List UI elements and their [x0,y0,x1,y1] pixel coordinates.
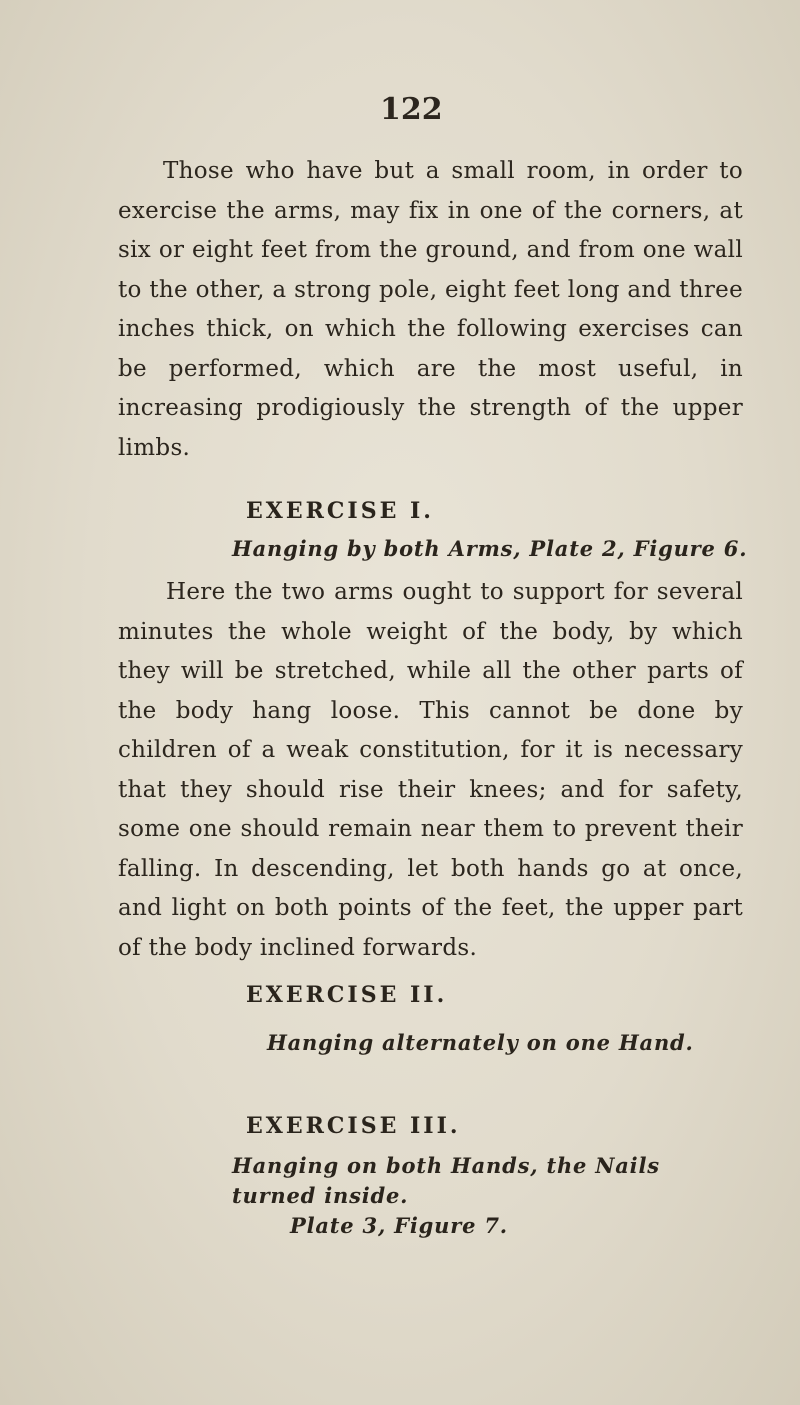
exercise-1-heading: EXERCISE I. [246,498,434,524]
exercise-3-subtitle-line2: Plate 3, Figure 7. [290,1213,508,1238]
exercise-1-subtitle: Hanging by both Arms, Plate 2, Figure 6. [232,536,748,561]
exercise-3-heading: EXERCISE III. [246,1113,461,1139]
exercise-2-heading: EXERCISE II. [246,982,448,1008]
page-number: 122 [380,92,443,127]
exercise-3-subtitle-line1: Hanging on both Hands, the Nails turned inside. [232,1153,660,1208]
exercise-3-subtitle [232,1151,752,1241]
intro-paragraph: Those who have but a small room, in order to exercise the arms, may fix in one of the corners, at six or eight feet from the ground, and from one wall to the other, a strong pole, eight feet long and three inches thick, on which the following exercises can be performed, which are the most useful, in increasing prodigiously the strength of the upper limbs. [118,158,743,461]
exercise-1-body: Here the two arms ought to support for several minutes the whole weight of the body, by which they will be stretched, while all the other parts of the body hang loose. This cannot be done by children of a weak constitution, for it is necessary that they should rise their knees; and for safety, some one should remain near them to prevent their falling. In descending, let both hands go at once, and light on both points of the feet, the upper part of the body inclined forwards. [118,579,743,961]
exercise-2-subtitle: Hanging alternately on one Hand. [267,1030,694,1055]
